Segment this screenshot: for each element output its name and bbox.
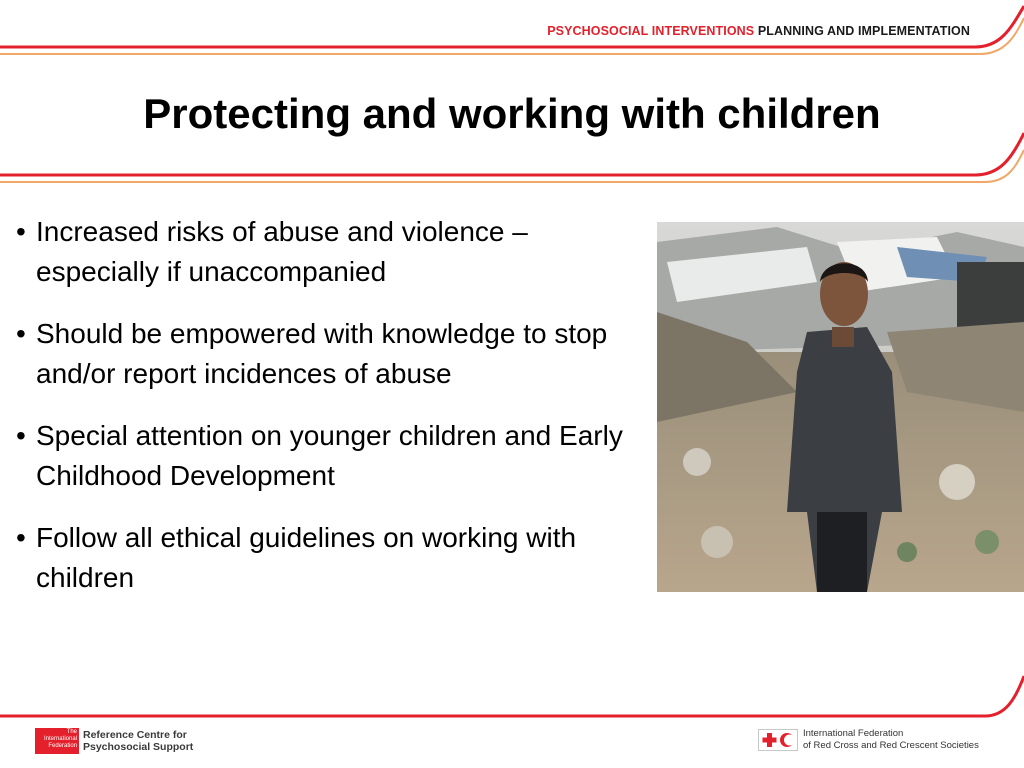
- footer-swoosh: [0, 676, 1024, 716]
- bullet-dot: •: [16, 420, 26, 451]
- header-tag-red: PSYCHOSOCIAL INTERVENTIONS: [547, 24, 755, 38]
- badge-line: Federation: [48, 743, 77, 749]
- reference-centre-line1: Reference Centre for: [83, 729, 187, 741]
- red-cross-crescent-emblem: [758, 729, 798, 751]
- bullet-text: Should be empowered with knowledge to stop and/or report incidences of abuse: [36, 318, 608, 389]
- slide-title: Protecting and working with children: [143, 90, 881, 137]
- bullet-item: [14, 518, 644, 598]
- ifrc-logo: [758, 728, 979, 752]
- title-underline-swoosh: [0, 133, 1024, 182]
- bullet-list: [14, 212, 644, 620]
- bullet-dot: •: [16, 216, 26, 247]
- cross-and-crescent-icon: [761, 731, 795, 749]
- bullet-item: [14, 212, 644, 292]
- bullet-dot: •: [16, 318, 26, 349]
- ifrc-small-badge: [35, 728, 79, 754]
- bullet-item: [14, 314, 644, 394]
- bullet-text: Special attention on younger children and Early Childhood Development: [36, 420, 623, 491]
- child-in-rubble-photo: [657, 222, 1024, 592]
- ifrc-line1: International Federation: [803, 728, 904, 739]
- bullet-dot: •: [16, 522, 26, 553]
- bullet-text: Increased risks of abuse and violence – especially if unaccompanied: [36, 216, 528, 287]
- header-tag-dark: PLANNING AND IMPLEMENTATION: [757, 24, 970, 38]
- ifrc-line2: of Red Cross and Red Crescent Societies: [803, 740, 979, 751]
- reference-centre-line2: Psychosocial Support: [83, 741, 194, 753]
- bullet-text: Follow all ethical guidelines on working with children: [36, 522, 577, 593]
- bullet-item: [14, 416, 644, 496]
- reference-centre-name: [83, 729, 193, 753]
- badge-line: International: [43, 736, 77, 742]
- ifrc-name: [803, 728, 979, 752]
- badge-line: The: [66, 729, 77, 735]
- header-tagline: [547, 24, 970, 38]
- reference-centre-logo: [35, 727, 193, 755]
